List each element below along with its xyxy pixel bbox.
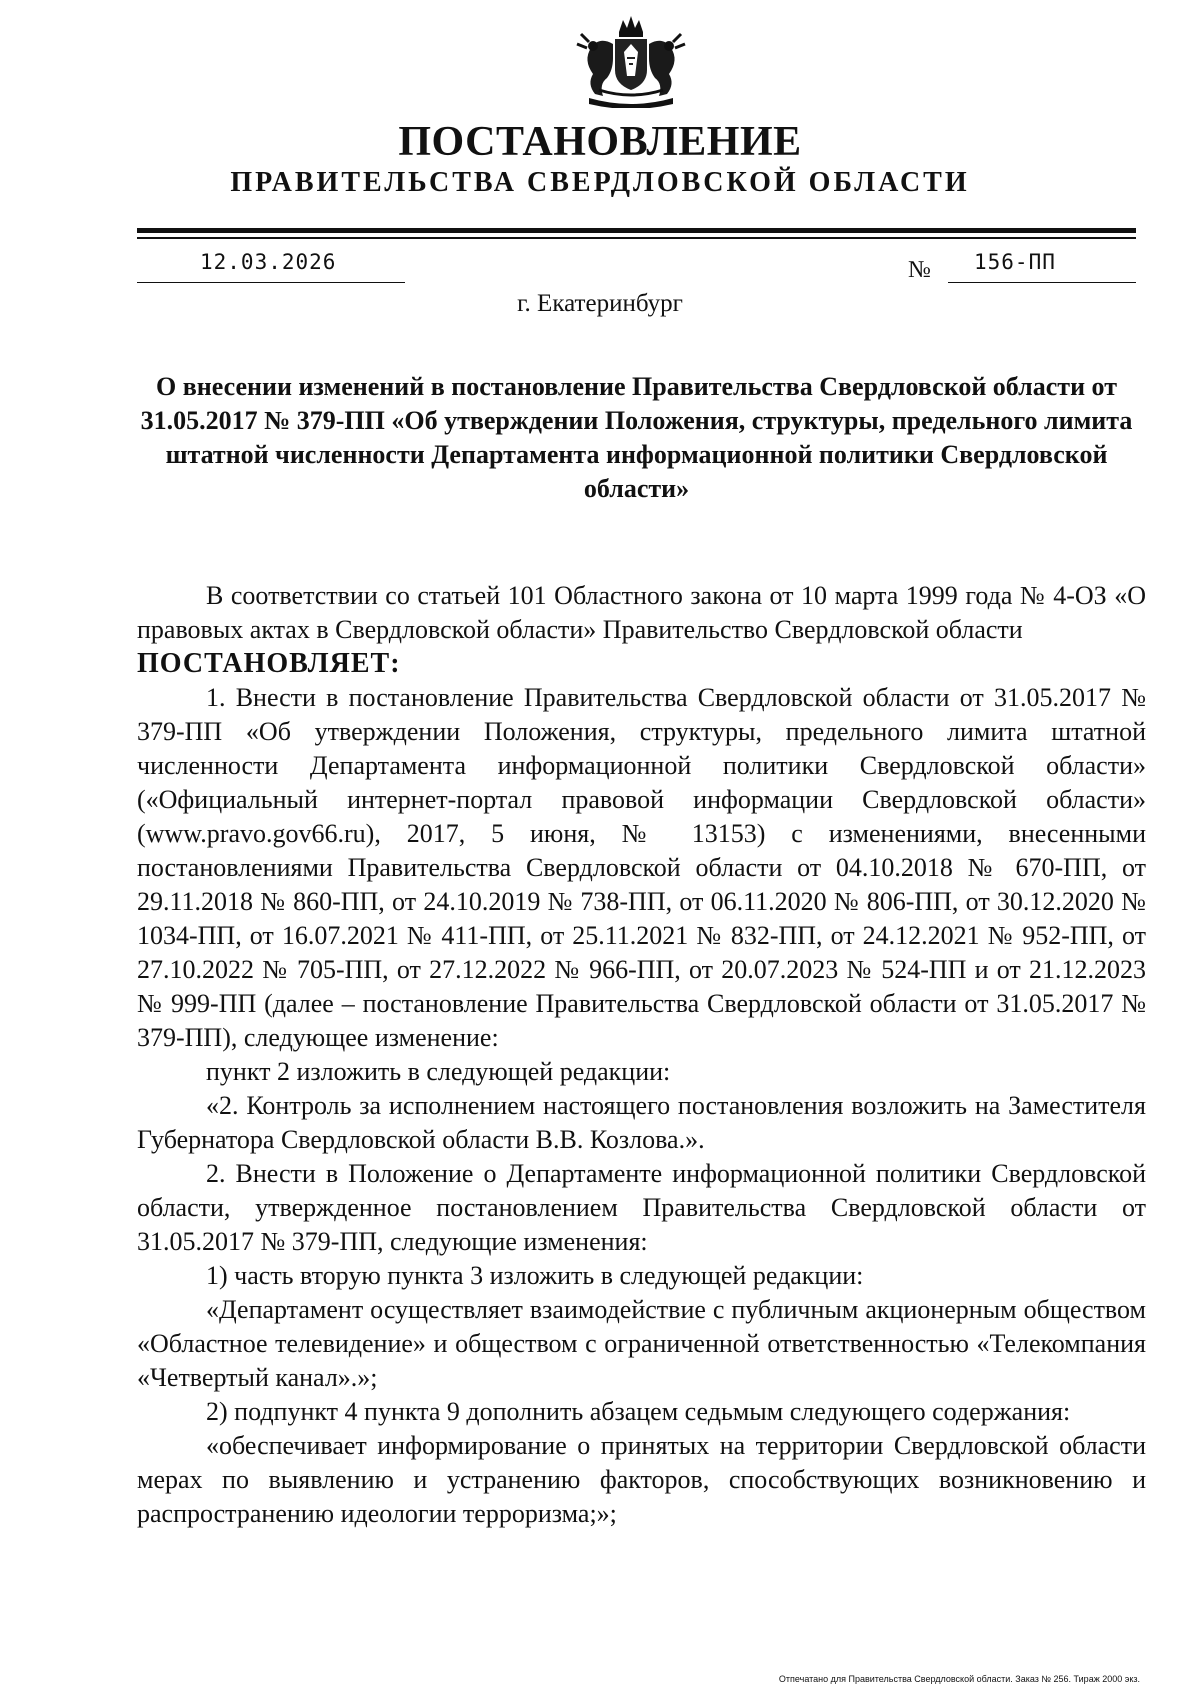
number-sign: № <box>908 257 931 283</box>
header-rule-thick <box>137 228 1136 233</box>
header-rule-thin <box>137 237 1136 239</box>
preamble-paragraph: В соответствии со статьей 101 Областного закона от 10 марта 1999 года № 4-ОЗ «О правовых актах в Свердловской области» Правительство Свердловской области <box>137 581 1146 644</box>
paragraph-2-1-quote: «Департамент осуществляет взаимодействие с публичным акционерным обществом «Областное телевидение» и обществом с ограниченной ответственностью «Телекомпания «Четвертый канал».»; <box>137 1295 1146 1392</box>
paragraph-2-2: 2) подпункт 4 пункта 9 дополнить абзацем седьмым следующего содержания: <box>206 1397 1071 1426</box>
document-subtitle: ПРАВИТЕЛЬСТВА СВЕРДЛОВСКОЙ ОБЛАСТИ <box>230 167 970 198</box>
paragraph-1-b: «2. Контроль за исполнением настоящего постановления возложить на Заместителя Губернатора Свердловской области В.В. Козлова.». <box>137 1091 1146 1154</box>
print-footer: Отпечатано для Правительства Свердловской области. Заказ № 256. Тираж 2000 экз. <box>778 1674 1140 1684</box>
document-date: 12.03.2026 <box>200 250 337 274</box>
paragraph-1: 1. Внести в постановление Правительства Свердловской области от 31.05.2017 № 379-ПП «Об утверждении Положения, структуры, предельного лимита штатной численности Департамента информационной политики Свердловской области» («Официальный интернет-портал правовой информации Свердловской области» (www.pravo.gov66.ru), 2017, 5 июня, № 13153) с изменениями, внесенными постановлениями Правительства Свердловской области от 04.10.2018 № 670-ПП, от 29.11.2018 № 860-ПП, от 24.10.2019 № 738-ПП, от 06.11.2020 № 806-ПП, от 30.12.2020 № 1034-ПП, от 16.07.2021 № 411-ПП, от 25.11.2021 № 832-ПП, от 24.12.2021 № 952-ПП, от 27.10.2022 № 705-ПП, от 27.12.2022 № 966-ПП, от 20.07.2023 № 524-ПП и от 21.12.2023 № 999-ПП (далее – постановление Правительства Свердловской области от 31.05.2017 № 379-ПП), следующее изменение: <box>137 683 1146 1052</box>
paragraph-2: 2. Внести в Положение о Департаменте информационной политики Свердловской области, утвержденное постановлением Правительства Свердловской области от 31.05.2017 № 379-ПП, следующие изменения: <box>137 1159 1146 1256</box>
document-title: ПОСТАНОВЛЕНИЕ <box>398 119 802 165</box>
paragraph-2-1: 1) часть вторую пункта 3 изложить в следующей редакции: <box>206 1261 864 1290</box>
ruling-heading: ПОСТАНОВЛЯЕТ: <box>137 648 401 679</box>
number-underline <box>948 282 1136 283</box>
paragraph-1-a: пункт 2 изложить в следующей редакции: <box>206 1057 671 1086</box>
document-number: 156-ПП <box>974 250 1056 274</box>
document-body <box>137 579 1146 1531</box>
document-city: г. Екатеринбург <box>517 290 683 317</box>
date-underline <box>137 282 405 283</box>
sverdlovsk-coat-of-arms-icon <box>569 14 693 108</box>
paragraph-2-2-quote: «обеспечивает информирование о принятых на территории Свердловской области мерах по выявлению и устранению факторов, способствующих возникновению и распространению идеологии терроризма;»; <box>137 1431 1146 1528</box>
document-subject: О внесении изменений в постановление Правительства Свердловской области от 31.05.2017 № 379-ПП «Об утверждении Положения, структуры, предельного лимита штатной численности Департамента информационной политики Свердловской области» <box>140 372 1133 503</box>
